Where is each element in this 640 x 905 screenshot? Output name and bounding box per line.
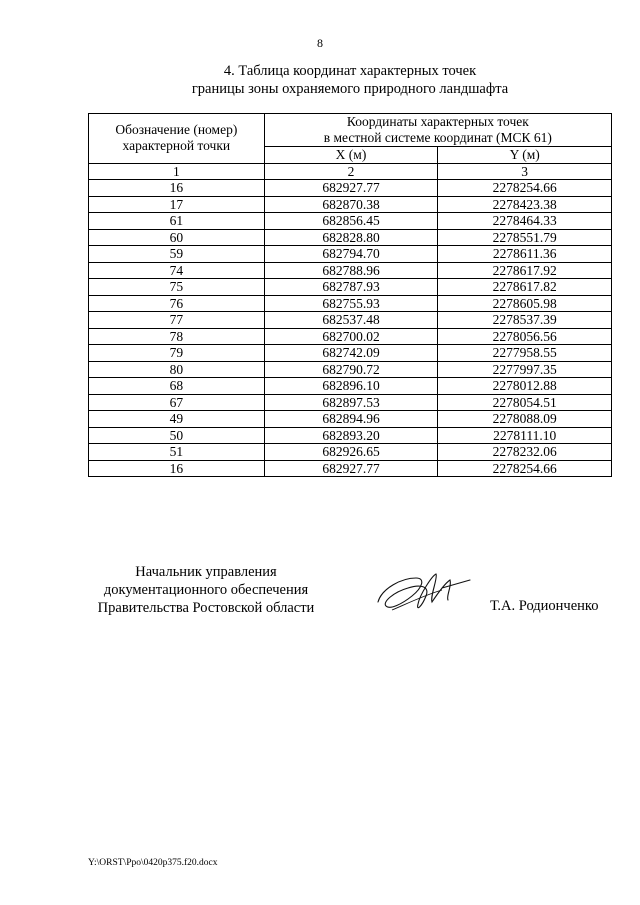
- y-coordinate-cell: 2278611.36: [438, 246, 612, 263]
- header-point-line-1: Обозначение (номер): [115, 122, 238, 138]
- y-coordinate-cell: 2278617.92: [438, 262, 612, 279]
- y-coordinate-cell: 2278054.51: [438, 394, 612, 411]
- point-number-cell: 51: [89, 444, 265, 461]
- y-coordinate-cell: 2278056.56: [438, 328, 612, 345]
- signer-name: Т.А. Родионченко: [490, 598, 599, 614]
- x-coordinate-cell: 682700.02: [264, 328, 438, 345]
- x-coordinate-cell: 682794.70: [264, 246, 438, 263]
- header-point-line-2: характерной точки: [122, 138, 231, 154]
- column-number-row: [89, 163, 612, 180]
- table-row: [89, 411, 612, 428]
- table-row: [89, 279, 612, 296]
- table-row: [89, 378, 612, 395]
- point-number-cell: 61: [89, 213, 265, 230]
- x-coordinate-cell: 682894.96: [264, 411, 438, 428]
- point-number-cell: 16: [89, 460, 265, 477]
- table-row: [89, 394, 612, 411]
- table-row: [89, 345, 612, 362]
- y-coordinate-cell: 2278423.38: [438, 196, 612, 213]
- point-number-cell: 78: [89, 328, 265, 345]
- x-coordinate-cell: 682927.77: [264, 180, 438, 197]
- x-coordinate-cell: 682790.72: [264, 361, 438, 378]
- table-row: [89, 361, 612, 378]
- y-coordinate-cell: 2278605.98: [438, 295, 612, 312]
- y-coordinate-cell: 2278254.66: [438, 460, 612, 477]
- table-header-row: [89, 114, 612, 147]
- x-coordinate-cell: 682870.38: [264, 196, 438, 213]
- y-coordinate-cell: 2278012.88: [438, 378, 612, 395]
- y-coordinate-cell: 2278551.79: [438, 229, 612, 246]
- x-coordinate-cell: 682742.09: [264, 345, 438, 362]
- point-number-cell: 67: [89, 394, 265, 411]
- point-number-cell: 49: [89, 411, 265, 428]
- position-line-1: Начальник управления: [135, 564, 277, 580]
- column-number: 1: [89, 163, 265, 180]
- table-row: [89, 444, 612, 461]
- file-path-footer: Y:\ORST\Ppo\0420p375.f20.docx: [88, 858, 218, 868]
- point-number-cell: 80: [89, 361, 265, 378]
- y-coordinate-cell: 2278232.06: [438, 444, 612, 461]
- table-title: [88, 62, 612, 98]
- y-coordinate-cell: 2278088.09: [438, 411, 612, 428]
- point-number-cell: 59: [89, 246, 265, 263]
- x-coordinate-cell: 682927.77: [264, 460, 438, 477]
- handwritten-signature: [372, 566, 472, 618]
- table-row: [89, 328, 612, 345]
- point-number-cell: 75: [89, 279, 265, 296]
- x-coordinate-cell: 682537.48: [264, 312, 438, 329]
- column-number: 2: [264, 163, 438, 180]
- column-number: 3: [438, 163, 612, 180]
- table-row: [89, 196, 612, 213]
- x-coordinate-cell: 682856.45: [264, 213, 438, 230]
- x-coordinate-cell: 682788.96: [264, 262, 438, 279]
- x-coordinate-cell: 682893.20: [264, 427, 438, 444]
- x-coordinate-cell: 682896.10: [264, 378, 438, 395]
- table-row: [89, 213, 612, 230]
- coordinates-table: [88, 113, 612, 477]
- table-row: [89, 180, 612, 197]
- table-row: [89, 246, 612, 263]
- point-number-cell: 68: [89, 378, 265, 395]
- y-coordinate-cell: 2278617.82: [438, 279, 612, 296]
- x-coordinate-cell: 682828.80: [264, 229, 438, 246]
- title-line-1: 4. Таблица координат характерных точек: [223, 63, 477, 79]
- header-coords-line-2: в местной системе координат (МСК 61): [323, 130, 552, 145]
- position-line-2: документационного обеспечения: [103, 582, 309, 598]
- table-row: [89, 460, 612, 477]
- signer-position: [86, 563, 326, 617]
- title-line-2: границы зоны охраняемого природного ландшафта: [191, 81, 509, 97]
- table-row: [89, 295, 612, 312]
- point-number-cell: 16: [89, 180, 265, 197]
- point-number-cell: 60: [89, 229, 265, 246]
- y-coordinate-cell: 2278254.66: [438, 180, 612, 197]
- table-row: [89, 427, 612, 444]
- table-row: [89, 262, 612, 279]
- point-number-cell: 50: [89, 427, 265, 444]
- header-point-designation: [89, 114, 265, 164]
- header-x: X (м): [264, 147, 438, 164]
- y-coordinate-cell: 2278537.39: [438, 312, 612, 329]
- point-number-cell: 74: [89, 262, 265, 279]
- y-coordinate-cell: 2277958.55: [438, 345, 612, 362]
- header-coordinates: [264, 114, 611, 147]
- table-row: [89, 312, 612, 329]
- point-number-cell: 79: [89, 345, 265, 362]
- x-coordinate-cell: 682787.93: [264, 279, 438, 296]
- x-coordinate-cell: 682897.53: [264, 394, 438, 411]
- point-number-cell: 76: [89, 295, 265, 312]
- y-coordinate-cell: 2278111.10: [438, 427, 612, 444]
- x-coordinate-cell: 682926.65: [264, 444, 438, 461]
- header-coords-line-1: Координаты характерных точек: [346, 114, 529, 129]
- header-y: Y (м): [438, 147, 612, 164]
- y-coordinate-cell: 2278464.33: [438, 213, 612, 230]
- x-coordinate-cell: 682755.93: [264, 295, 438, 312]
- y-coordinate-cell: 2277997.35: [438, 361, 612, 378]
- point-number-cell: 77: [89, 312, 265, 329]
- table-row: [89, 229, 612, 246]
- position-line-3: Правительства Ростовской области: [97, 600, 315, 616]
- page-number: 8: [317, 36, 323, 50]
- point-number-cell: 17: [89, 196, 265, 213]
